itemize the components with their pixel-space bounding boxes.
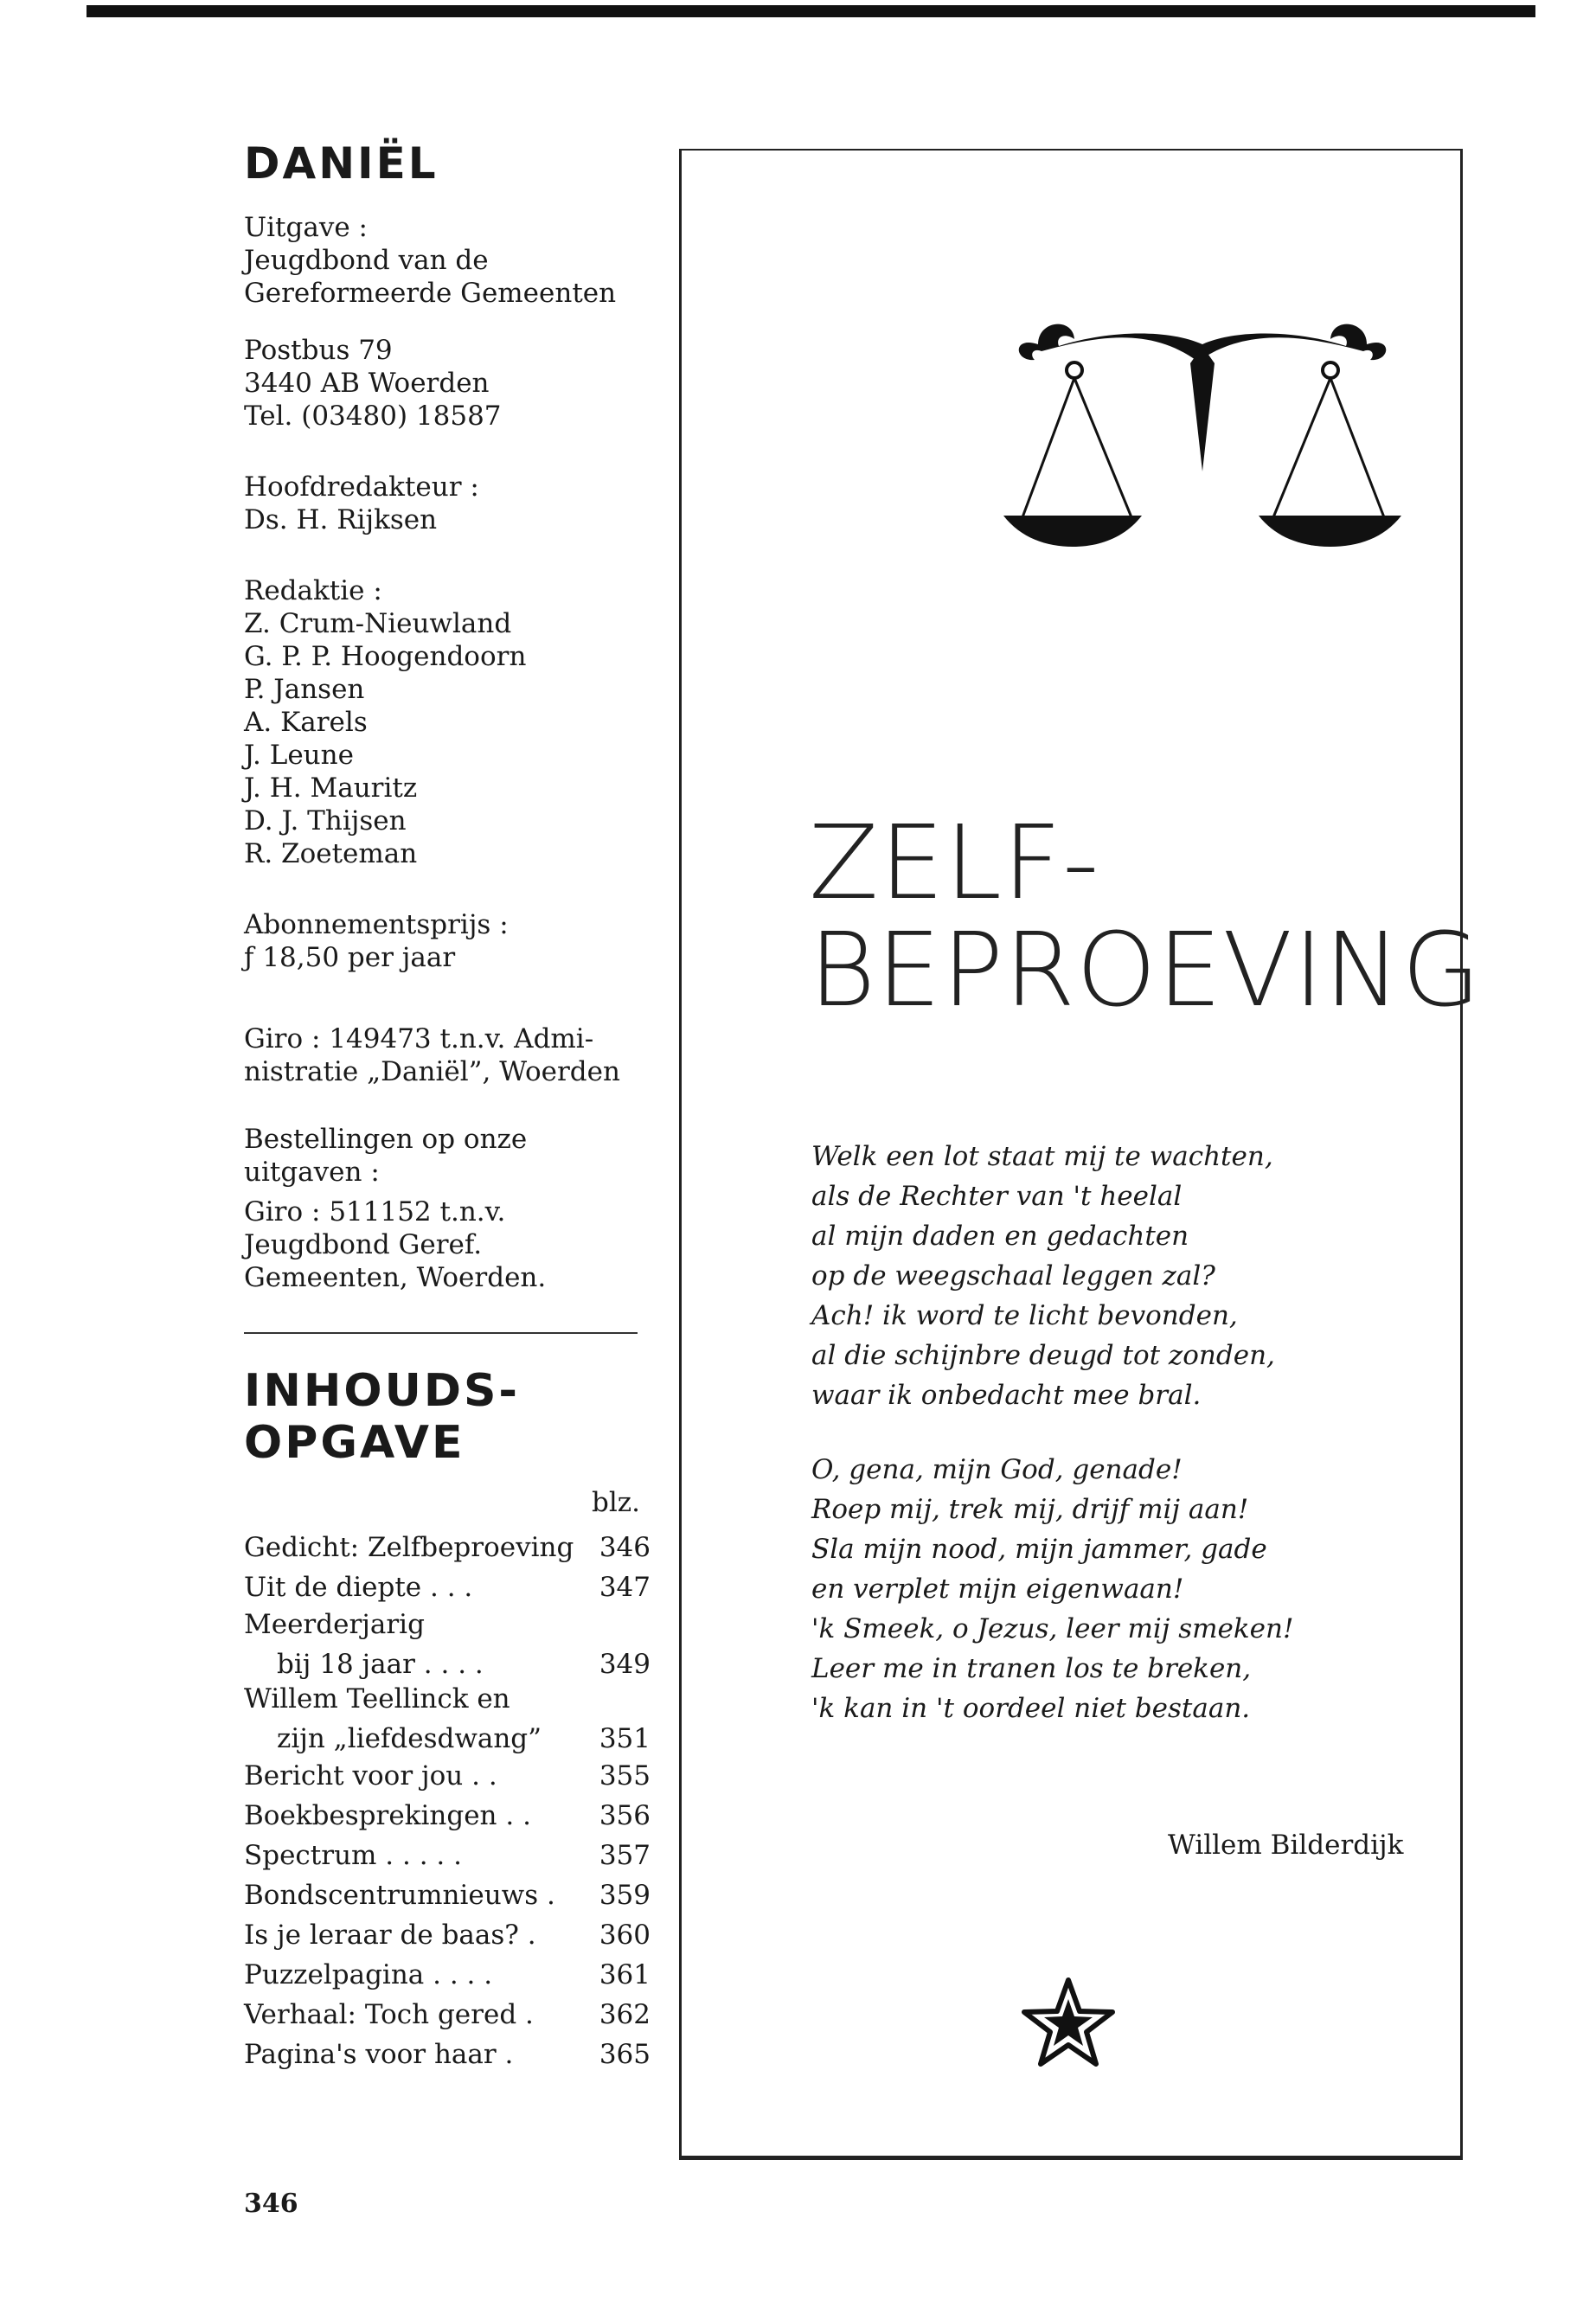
giro-line: nistratie „Daniël”, Woerden — [244, 1056, 620, 1087]
toc-item-page: 347 — [599, 1572, 651, 1603]
orders-giro-block — [244, 1195, 651, 1294]
colophon-column — [244, 130, 651, 2074]
poem-line: O, gena, mijn God, genade! — [811, 1454, 1183, 1485]
publisher-line: Gereformeerde Gemeenten — [244, 278, 617, 309]
editor-name: J. H. Mauritz — [244, 772, 418, 804]
poem-line: op de weegschaal leggen zal? — [811, 1260, 1215, 1292]
editor-in-chief-label: Hoofdredakteur : — [244, 471, 479, 503]
poem-line: als de Rechter van 't heelal — [811, 1181, 1183, 1212]
toc-item-title: Willem Teellinck en — [244, 1683, 510, 1715]
editor-name: G. P. P. Hoogendoorn — [244, 641, 527, 672]
toc-item-title: Puzzelpagina . . . . — [244, 1959, 493, 1990]
editor-name: D. J. Thijsen — [244, 805, 407, 836]
toc-item-page: 362 — [599, 1999, 651, 2030]
editorial-label: Redaktie : — [244, 575, 382, 606]
toc-item-page: 346 — [599, 1532, 651, 1563]
feature-title-line: BEPROEVING — [809, 910, 1482, 1029]
toc-item-page: 365 — [599, 2039, 651, 2070]
toc-item — [244, 1995, 651, 2035]
editor-name: J. Leune — [244, 740, 354, 771]
poem-line: 'k Smeek, o Jezus, leer mij smeken! — [811, 1613, 1294, 1644]
poem-line: Roep mij, trek mij, drijf mij aan! — [811, 1494, 1249, 1525]
toc-item-title: Pagina's voor haar . — [244, 2039, 514, 2070]
toc-item-page: 356 — [599, 1800, 651, 1831]
toc-item-title: Verhaal: Toch gered . — [244, 1999, 534, 2030]
toc-item — [244, 1796, 651, 1836]
toc-page-header: blz. — [592, 1487, 640, 1518]
poem-line: Welk een lot staat mij te wachten, — [811, 1141, 1273, 1172]
toc-item — [244, 1682, 651, 1756]
editorial-block — [244, 574, 651, 870]
poem-line: Sla mijn nood, mijn jammer, gade — [811, 1534, 1267, 1565]
feature-title-line: ZELF- — [809, 803, 1100, 922]
poem-author: Willem Bilderdijk — [1168, 1830, 1404, 1861]
feature-title — [809, 803, 1482, 1029]
toc-item-title-cont: bij 18 jaar . . . . — [277, 1649, 484, 1680]
toc-item-title-cont: zijn „liefdesdwang” — [277, 1723, 542, 1754]
scales-icon — [1003, 320, 1401, 580]
toc-item-page: 361 — [599, 1959, 651, 1990]
toc-item-page: 355 — [599, 1760, 651, 1791]
editor-name: A. Karels — [244, 707, 368, 738]
poem-line: 'k kan in 't oordeel niet bestaan. — [811, 1693, 1251, 1724]
address-block — [244, 334, 651, 433]
toc-item-page: 357 — [599, 1840, 651, 1871]
giro-line: Jeugdbond Geref. — [244, 1229, 483, 1260]
editor-name: R. Zoeteman — [244, 838, 418, 869]
page-number: 346 — [244, 2189, 298, 2219]
toc-item — [244, 2035, 651, 2074]
editor-name: P. Jansen — [244, 674, 365, 705]
toc-item-title: Bondscentrumnieuws . — [244, 1880, 555, 1911]
publisher-label: Uitgave : — [244, 212, 368, 243]
poem-line: waar ik onbedacht mee bral. — [811, 1380, 1202, 1411]
toc-item — [244, 1875, 651, 1915]
poem — [811, 1137, 1293, 1763]
editor-in-chief-name: Ds. H. Rijksen — [244, 504, 438, 535]
toc-item — [244, 1955, 651, 1995]
subscription-price: ƒ 18,50 per jaar — [244, 942, 456, 973]
editor-in-chief-block — [244, 471, 651, 536]
toc-item-title: Is je leraar de baas? . — [244, 1920, 536, 1951]
poem-line: Ach! ik word te licht bevonden, — [811, 1300, 1238, 1331]
giro-block — [244, 1022, 651, 1088]
toc-item-title: Boekbesprekingen . . — [244, 1800, 531, 1831]
subscription-block — [244, 908, 651, 974]
toc-item — [244, 1607, 651, 1682]
poem-line: al mijn daden en gedachten — [811, 1221, 1189, 1252]
orders-block — [244, 1123, 651, 1189]
toc-item — [244, 1528, 651, 1567]
toc-item-title: Meerderjarig — [244, 1609, 425, 1640]
toc-list — [244, 1528, 651, 2074]
orders-line: uitgaven : — [244, 1157, 380, 1188]
address-line: Tel. (03480) 18587 — [244, 401, 502, 432]
giro-line: Giro : 149473 t.n.v. Admi- — [244, 1023, 594, 1054]
orders-line: Bestellingen op onze — [244, 1124, 528, 1155]
giro-line: Gemeenten, Woerden. — [244, 1262, 547, 1293]
giro-line: Giro : 511152 t.n.v. — [244, 1196, 506, 1227]
section-divider — [244, 1332, 638, 1334]
toc-item-title: Spectrum . . . . . — [244, 1840, 462, 1871]
poem-line: al die schijnbre deugd tot zonden, — [811, 1340, 1275, 1371]
publisher-line: Jeugdbond van de — [244, 245, 489, 276]
address-line: Postbus 79 — [244, 335, 393, 366]
poem-stanza — [811, 1450, 1293, 1728]
toc-item-page: 349 — [599, 1649, 651, 1680]
toc-item-page: 360 — [599, 1920, 651, 1951]
masthead: DANIËL — [244, 138, 439, 189]
toc-item-title: Gedicht: Zelfbeproeving — [244, 1532, 574, 1563]
poem-stanza — [811, 1137, 1293, 1415]
editor-name: Z. Crum-Nieuwland — [244, 608, 512, 639]
toc-title — [244, 1365, 651, 1469]
toc-item-page: 359 — [599, 1880, 651, 1911]
star-icon — [1021, 1977, 1116, 2072]
poem-line: Leer me in tranen los te breken, — [811, 1653, 1252, 1684]
poem-line: en verplet mijn eigenwaan! — [811, 1574, 1184, 1605]
subscription-label: Abonnementsprijs : — [244, 909, 509, 940]
toc-item — [244, 1915, 651, 1955]
toc-item-title: Bericht voor jou . . — [244, 1760, 497, 1791]
top-rule — [87, 5, 1535, 17]
address-line: 3440 AB Woerden — [244, 368, 490, 399]
toc-item-title: Uit de diepte . . . — [244, 1572, 473, 1603]
toc-title-line: OPGAVE — [244, 1417, 465, 1469]
toc-item — [244, 1756, 651, 1796]
toc-item — [244, 1836, 651, 1875]
publisher-block — [244, 211, 651, 310]
toc-item — [244, 1567, 651, 1607]
toc-item-page: 351 — [599, 1723, 651, 1754]
toc-title-line: INHOUDS- — [244, 1365, 521, 1417]
